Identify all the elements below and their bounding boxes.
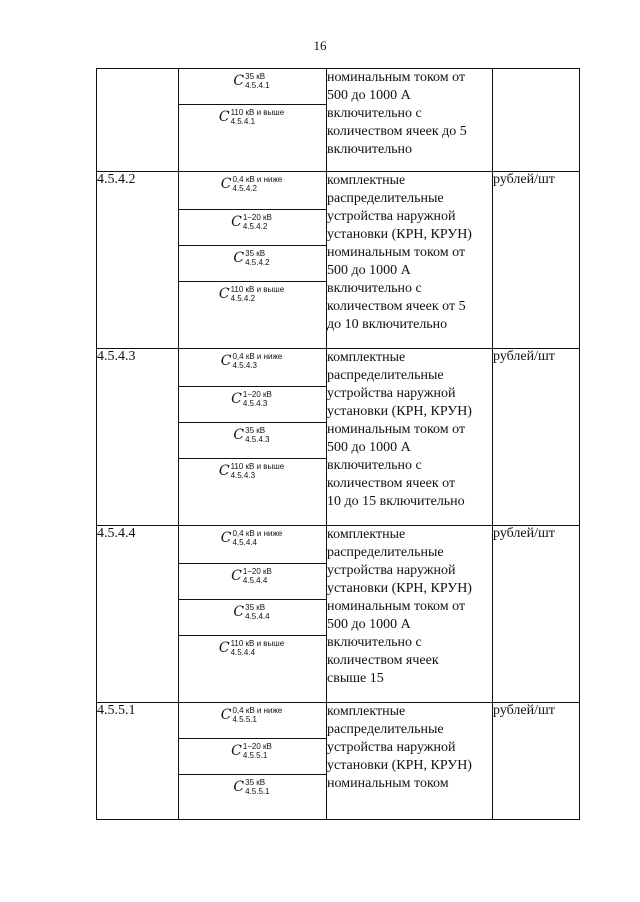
rate-symbols-cell <box>179 703 327 820</box>
tariff-table <box>96 68 580 820</box>
item-description <box>327 703 493 820</box>
rate-index-subscript: 4.5.4.2 <box>245 258 270 267</box>
rate-voltage-superscript: 1−20 кВ <box>242 213 272 222</box>
rate-voltage-superscript: 110 кВ и выше <box>230 108 285 117</box>
rate-formula <box>233 603 271 621</box>
rate-letter: C <box>233 73 245 89</box>
rate-formula <box>221 175 285 193</box>
rate-letter: C <box>231 743 242 759</box>
rate-formula <box>233 426 271 444</box>
rate-formula <box>219 108 286 126</box>
rate-symbol <box>179 600 326 636</box>
description-text: комплектные распределительные устройства наружной установки (КРН, КРУН) номинальным током от 500 до 1000 А включительно с количеством ячеек свыше 15 <box>327 527 472 686</box>
rate-symbols-cell <box>179 526 327 703</box>
rate-symbol <box>179 459 326 525</box>
rate-formula <box>231 567 274 585</box>
rate-symbol <box>179 636 326 702</box>
unit-of-measure <box>493 69 580 172</box>
rate-letter: C <box>233 779 245 795</box>
rate-formula <box>221 352 285 370</box>
rate-symbol <box>179 246 326 282</box>
rate-letter: C <box>220 530 232 546</box>
rate-symbol <box>179 282 326 348</box>
rate-formula <box>231 213 274 231</box>
rate-index-subscript: 4.5.4.3 <box>232 361 257 370</box>
rate-letter: C <box>231 568 242 584</box>
rate-letter: C <box>220 353 232 369</box>
rate-letter: C <box>231 214 242 230</box>
rate-letter: C <box>218 109 230 125</box>
rate-formula <box>233 249 271 267</box>
rate-formula <box>231 390 274 408</box>
item-code <box>97 69 179 172</box>
rate-index-subscript: 4.5.4.1 <box>230 117 256 126</box>
item-code: 4.5.4.3 <box>97 349 179 526</box>
rate-index-subscript: 4.5.4.3 <box>242 399 268 408</box>
rate-symbol <box>179 526 326 564</box>
table-row <box>97 349 580 526</box>
rate-formula <box>219 462 286 480</box>
rate-symbol <box>179 564 326 600</box>
rate-symbol <box>179 349 326 387</box>
rate-index-subscript: 4.5.4.3 <box>230 471 256 480</box>
rate-formula <box>233 778 271 796</box>
rate-symbol <box>179 387 326 423</box>
rate-formula <box>219 639 286 657</box>
rate-symbol <box>179 775 326 819</box>
rate-symbol <box>179 739 326 775</box>
rate-symbol <box>179 172 326 210</box>
rate-letter: C <box>218 640 230 656</box>
rate-letter: C <box>220 707 232 723</box>
tariff-table-body <box>97 69 580 820</box>
description-text: номинальным током от 500 до 1000 А включительно с количеством ячеек до 5 включительно <box>327 70 467 157</box>
rate-voltage-superscript: 110 кВ и выше <box>230 285 285 294</box>
rate-formula <box>221 529 285 547</box>
rate-index-subscript: 4.5.5.1 <box>245 787 270 796</box>
rate-voltage-superscript: 0,4 кВ и ниже <box>232 175 283 184</box>
rate-voltage-superscript: 35 кВ <box>245 778 266 787</box>
rate-symbol <box>179 105 326 171</box>
rate-symbols-cell <box>179 69 327 172</box>
rate-formula <box>219 285 286 303</box>
table-row <box>97 526 580 703</box>
rate-letter: C <box>233 427 245 443</box>
rate-voltage-superscript: 35 кВ <box>245 426 266 435</box>
rate-index-subscript: 4.5.4.1 <box>245 81 270 90</box>
rate-index-subscript: 4.5.4.2 <box>230 294 256 303</box>
description-text: комплектные распределительные устройства наружной установки (КРН, КРУН) номинальным током от 500 до 1000 А включительно с количеством ячеек от 10 до 15 включительно <box>327 350 472 509</box>
unit-of-measure: рублей/шт <box>493 703 580 820</box>
rate-voltage-superscript: 0,4 кВ и ниже <box>232 352 283 361</box>
item-code: 4.5.5.1 <box>97 703 179 820</box>
rate-letter: C <box>218 286 230 302</box>
rate-symbol <box>179 423 326 459</box>
rate-index-subscript: 4.5.5.1 <box>232 715 257 724</box>
rate-letter: C <box>233 250 245 266</box>
rate-voltage-superscript: 0,4 кВ и ниже <box>232 706 283 715</box>
table-row <box>97 69 580 172</box>
rate-voltage-superscript: 110 кВ и выше <box>230 462 285 471</box>
rate-formula <box>221 706 285 724</box>
rate-index-subscript: 4.5.4.4 <box>242 576 268 585</box>
rate-symbols-cell <box>179 349 327 526</box>
item-description <box>327 69 493 172</box>
item-code: 4.5.4.4 <box>97 526 179 703</box>
rate-voltage-superscript: 110 кВ и выше <box>230 639 285 648</box>
rate-symbol <box>179 69 326 105</box>
rate-formula <box>231 742 274 760</box>
rate-index-subscript: 4.5.4.2 <box>242 222 268 231</box>
rate-index-subscript: 4.5.4.2 <box>232 184 257 193</box>
rate-voltage-superscript: 35 кВ <box>245 603 266 612</box>
rate-letter: C <box>233 604 245 620</box>
unit-of-measure: рублей/шт <box>493 526 580 703</box>
unit-of-measure: рублей/шт <box>493 172 580 349</box>
item-code: 4.5.4.2 <box>97 172 179 349</box>
rate-symbol <box>179 703 326 739</box>
item-description <box>327 526 493 703</box>
description-text: комплектные распределительные устройства наружной установки (КРН, КРУН) номинальным током от 500 до 1000 А включительно с количеством ячеек от 5 до 10 включительно <box>327 173 472 332</box>
item-description <box>327 349 493 526</box>
item-description <box>327 172 493 349</box>
table-row <box>97 172 580 349</box>
page-number: 16 <box>313 38 327 53</box>
description-text: комплектные распределительные устройства наружной установки (КРН, КРУН) номинальным током <box>327 704 472 791</box>
rate-symbols-cell <box>179 172 327 349</box>
rate-symbol <box>179 210 326 246</box>
rate-letter: C <box>220 176 232 192</box>
rate-index-subscript: 4.5.4.3 <box>245 435 270 444</box>
rate-index-subscript: 4.5.5.1 <box>242 751 268 760</box>
table-row <box>97 703 580 820</box>
rate-index-subscript: 4.5.4.4 <box>230 648 256 657</box>
rate-voltage-superscript: 0,4 кВ и ниже <box>232 529 283 538</box>
rate-voltage-superscript: 35 кВ <box>245 72 266 81</box>
rate-voltage-superscript: 1−20 кВ <box>242 742 272 751</box>
rate-voltage-superscript: 1−20 кВ <box>242 390 272 399</box>
rate-formula <box>233 72 271 90</box>
rate-voltage-superscript: 1−20 кВ <box>242 567 272 576</box>
rate-index-subscript: 4.5.4.4 <box>232 538 257 547</box>
rate-letter: C <box>218 463 230 479</box>
unit-of-measure: рублей/шт <box>493 349 580 526</box>
rate-index-subscript: 4.5.4.4 <box>245 612 270 621</box>
rate-voltage-superscript: 35 кВ <box>245 249 266 258</box>
rate-letter: C <box>231 391 242 407</box>
